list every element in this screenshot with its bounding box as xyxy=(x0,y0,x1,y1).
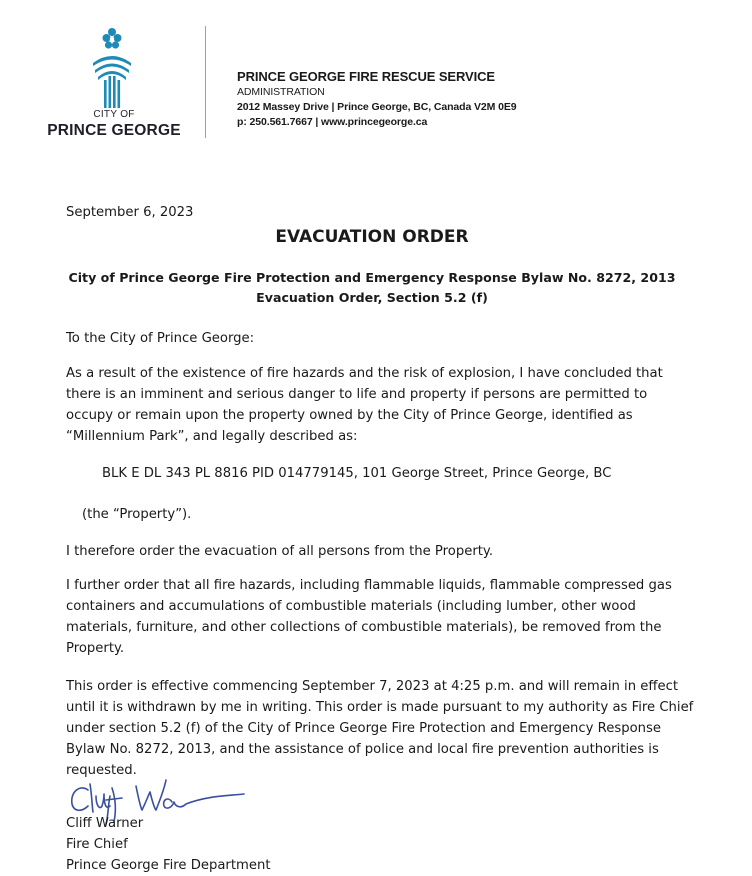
header-divider xyxy=(205,26,206,138)
paragraph-effective-date: This order is effective commencing September 7, 2023 at 4:25 p.m. and will remain in effect until it is withdrawn by me in writing. This order is made pursuant to my authority as Fire Chief under section 5.2 (f) of the City of Prince George Fire Protection and Emergency Response Bylaw No. 8272, 2013, and the assistance of police and local fire prevention authorities is requested. xyxy=(66,679,694,778)
signatory-position: Fire Chief xyxy=(66,837,128,852)
city-logo xyxy=(40,22,190,144)
document-subtitle xyxy=(66,268,678,308)
subtitle-section: Evacuation Order, Section 5.2 (f) xyxy=(256,290,488,305)
subtitle-bylaw: City of Prince George Fire Protection and Emergency Response Bylaw No. 8272, 2013 xyxy=(68,270,676,285)
property-definition: (the “Property”). xyxy=(82,507,192,522)
department-name: PRINCE GEORGE FIRE RESCUE SERVICE xyxy=(237,69,495,84)
document-title: EVACUATION ORDER xyxy=(275,227,469,247)
department-block xyxy=(237,68,657,130)
logo-city-name: PRINCE GEORGE xyxy=(47,122,181,139)
signatory-name: Cliff Warner xyxy=(66,816,144,831)
paragraph-hazard-finding: As a result of the existence of fire hazards and the risk of explosion, I have concluded that there is an imminent and serious danger to life and property if persons are permitted to occupy or remain upon the property owned by the City of Prince George, identified as “Millennium Park”, and legally described as: xyxy=(66,366,663,444)
legal-description: BLK E DL 343 PL 8816 PID 014779145, 101 George Street, Prince George, BC xyxy=(102,466,612,481)
logo-city-of: CITY OF xyxy=(93,109,135,120)
department-address: 2012 Massey Drive | Prince George, BC, Canada V2M 0E9 xyxy=(237,101,517,113)
paragraph-hazard-removal: I further order that all fire hazards, including flammable liquids, flammable compressed gas containers and accumulations of combustible materials (including lumber, other wood materials, furniture, and other collections of combustible materials), be removed from the Property. xyxy=(66,578,672,656)
prince-george-logo-icon xyxy=(90,26,134,110)
letter-date: September 6, 2023 xyxy=(66,205,194,220)
division-name: ADMINISTRATION xyxy=(237,86,325,98)
department-contact: p: 250.561.7667 | www.princegeorge.ca xyxy=(237,116,428,128)
paragraph-evacuation: I therefore order the evacuation of all persons from the Property. xyxy=(66,544,494,559)
salutation: To the City of Prince George: xyxy=(66,331,255,346)
signatory-organization: Prince George Fire Department xyxy=(66,858,271,873)
signature-block xyxy=(66,813,271,876)
